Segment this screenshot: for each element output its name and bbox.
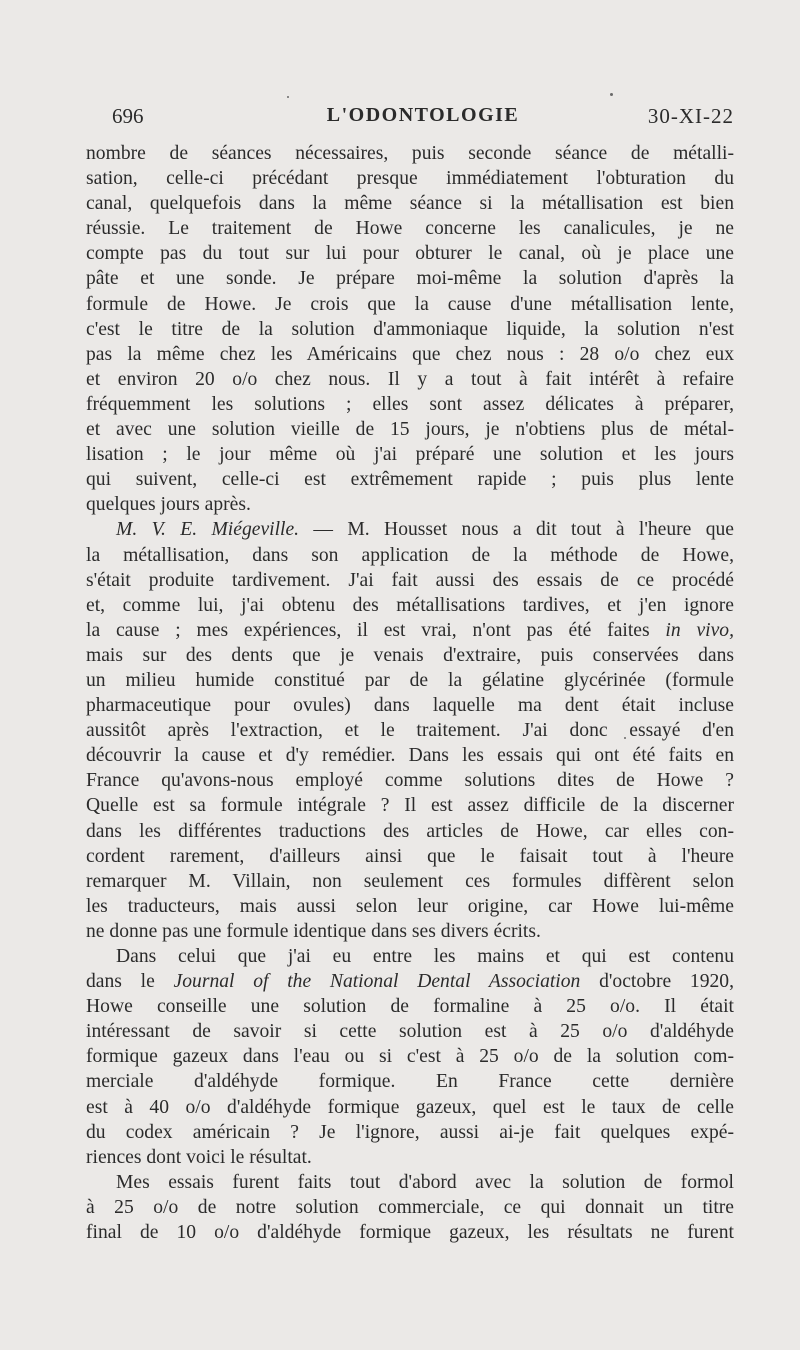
paragraph-start: Mes essais furent faits tout d'abord avec la solution de formol [116,1171,734,1193]
text-line: fréquemment les solutions ; elles sont assez délicates à préparer, [86,393,734,415]
text-line: est à 40 o/o d'aldéhyde formique gazeux, quel est le taux de celle [86,1096,734,1118]
text-line: et environ 20 o/o chez nous. Il y a tout à fait intérêt à refaire [86,368,734,390]
text-line: compte pas du tout sur lui pour obturer le canal, où je place une [86,243,734,265]
text-line: les traducteurs, mais aussi selon leur origine, car Howe lui-même [86,895,734,917]
text-line: merciale d'aldéhyde formique. En France cette dernière [86,1071,734,1093]
text-line: quelques jours après. [86,494,251,516]
text-line: formule de Howe. Je crois que la cause d'une métallisation lente, [86,293,734,315]
ink-speck [287,96,289,98]
body-text [86,141,734,1245]
text-line: canal, quelquefois dans la même séance si la métallisation est bien [86,193,734,215]
text-line: sation, celle-ci précédant presque immédiatement l'obturation du [86,168,734,190]
text-line: mais sur des dents que je venais d'extraire, puis conservées dans [86,644,734,666]
text-line: ne donne pas une formule identique dans ses divers écrits. [86,920,541,942]
speaker-name: M. V. E. Miégeville. [116,519,300,541]
text-line: nombre de séances nécessaires, puis seconde séance de métalli- [86,143,734,164]
text-line: Quelle est sa formule intégrale ? Il est assez difficile de la discerner [86,795,734,817]
text-run: d'octobre 1920, [580,971,734,993]
cited-journal: Journal of the National Dental Association [173,971,581,993]
text-line: pharmaceutique pour ovules) dans laquelle ma dent était incluse [86,695,734,717]
page-number: 696 [112,104,144,128]
text-line: France qu'avons-nous employé comme solutions dites de Howe ? [86,770,734,792]
text-line: intéressant de savoir si cette solution est à 25 o/o d'aldéhyde [86,1021,734,1043]
text-line: cordent rarement, d'ailleurs ainsi que le faisait tout à l'heure [86,845,734,867]
running-header [112,100,734,140]
text-run: dans le [86,971,174,993]
text-line: et avec une solution vieille de 15 jours, je n'obtiens plus de métal- [86,419,734,441]
text-line: c'est le titre de la solution d'ammoniaque liquide, la solution n'est [86,318,734,340]
text-line [86,969,734,994]
text-line: lisation ; le jour même où j'ai préparé une solution et les jours [86,444,734,466]
text-line: Howe conseille une solution de formaline à 25 o/o. Il était [86,996,734,1018]
text-line: réussie. Le traitement de Howe concerne les canalicules, je ne [86,218,734,240]
speaker-line [86,517,734,542]
text-line: aussitôt après l'extraction, et le traitement. J'ai donc essayé d'en [86,720,734,742]
text-line: du codex américain ? Je l'ignore, aussi ai-je fait quelques expé- [86,1121,734,1143]
text-line: dans les différentes traductions des articles de Howe, car elles con- [86,820,734,842]
latin-phrase: in vivo, [665,619,734,641]
text-line: pas la même chez les Américains que chez nous : 28 o/o chez eux [86,343,734,365]
text-line [86,618,734,643]
text-line: à 25 o/o de notre solution commerciale, ce qui donnait un titre [86,1196,734,1218]
issue-date: 30-XI-22 [647,104,734,128]
text-line: s'était produite tardivement. J'ai fait aussi des essais de ce procédé [86,569,734,591]
text-line: riences dont voici le résultat. [86,1146,312,1168]
ink-speck [610,93,613,96]
text-line: qui suivent, celle-ci est extrêmement rapide ; puis plus lente [86,469,734,491]
text-line: final de 10 o/o d'aldéhyde formique gazeux, les résultats ne furent [86,1222,734,1244]
text-line: pâte et une sonde. Je prépare moi-même la solution d'après la [86,268,734,290]
text-line: remarquer M. Villain, non seulement ces formules diffèrent selon [86,870,734,892]
text-line: un milieu humide constitué par de la gélatine glycérinée (formule [86,669,734,691]
text-run: la cause ; mes expériences, il est vrai, n'ont pas été faites [86,619,666,641]
speaker-text: — M. Housset nous a dit tout à l'heure que [299,519,735,541]
text-line: la métallisation, dans son application de la méthode de Howe, [86,544,734,566]
text-line: formique gazeux dans l'eau ou si c'est à 25 o/o de la solution com- [86,1046,734,1068]
text-line: découvrir la cause et d'y remédier. Dans les essais qui ont été faits en [86,745,734,767]
text-line: et, comme lui, j'ai obtenu des métallisations tardives, et j'en ignore [86,594,734,616]
journal-title: L'ODONTOLOGIE [326,104,520,126]
paragraph-start: Dans celui que j'ai eu entre les mains et qui est contenu [116,946,734,967]
